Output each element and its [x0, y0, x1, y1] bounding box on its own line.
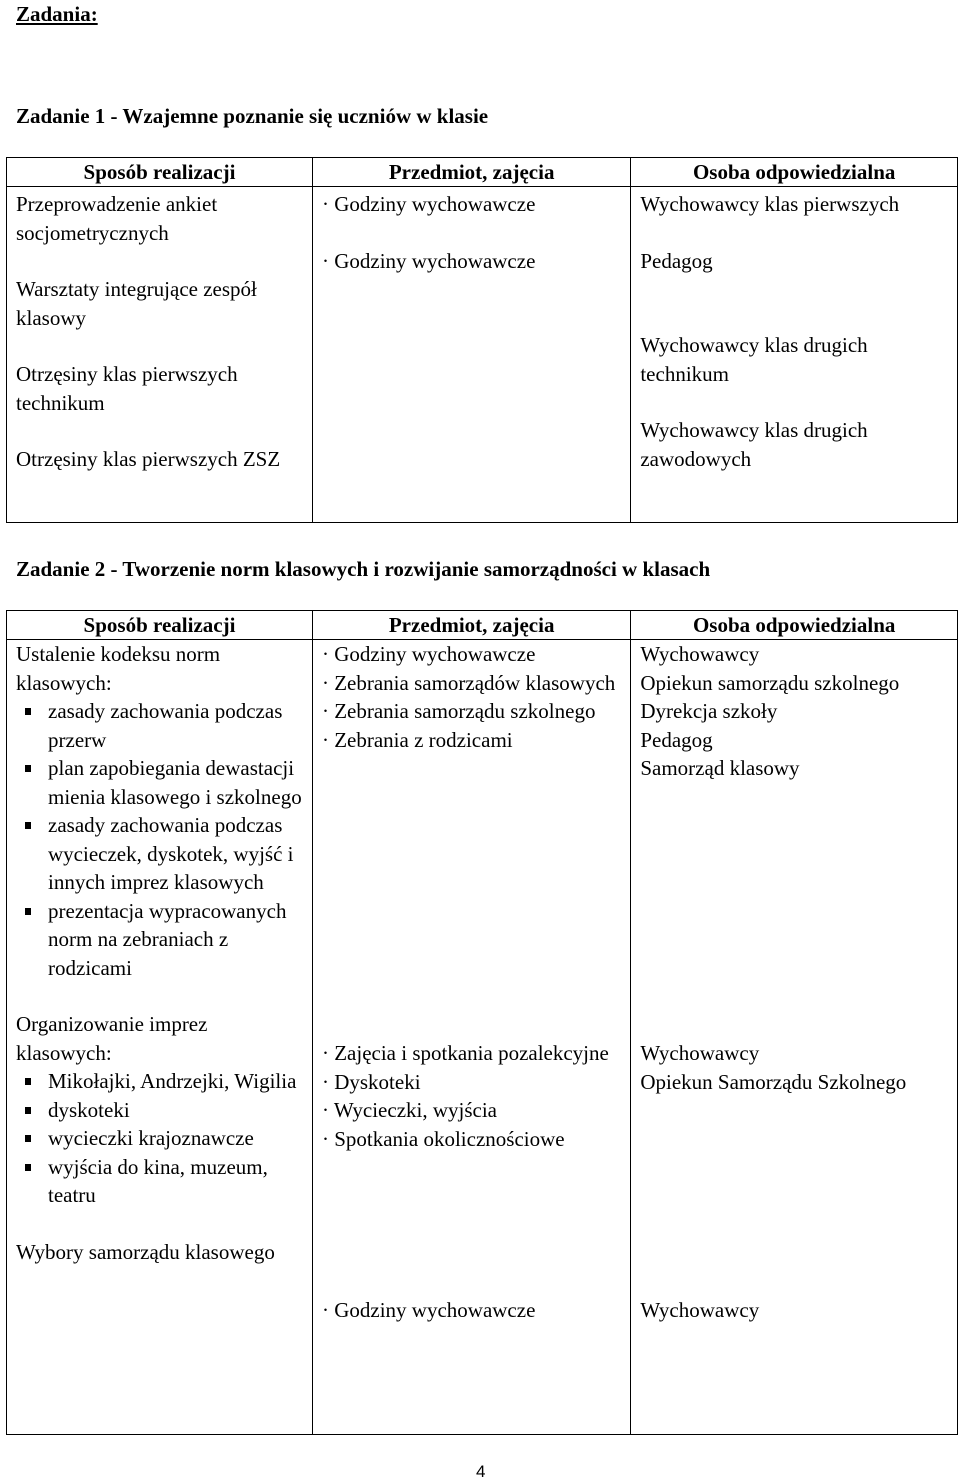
- subject-cell: [312, 640, 630, 1435]
- list-item: plan zapobiegania dewastacji mienia klasowego i szkolnego: [48, 754, 304, 811]
- column-header: Sposób realizacji: [7, 611, 313, 640]
- subject-text: · Zebrania samorządów klasowych: [322, 669, 622, 698]
- list-item: Mikołajki, Andrzejki, Wigilia: [48, 1067, 304, 1096]
- method-text: Otrzęsiny klas pierwszych technikum: [16, 362, 238, 415]
- method-text: Warsztaty integrujące zespół klasowy: [16, 277, 257, 330]
- person-text: Dyrekcja szkoły: [640, 699, 778, 723]
- person-text: Wychowawcy klas drugich zawodowych: [640, 418, 868, 471]
- subject-text: · Zebrania z rodzicami: [322, 726, 622, 755]
- person-text: Wychowawcy klas pierwszych: [640, 192, 900, 216]
- subject-text: · Spotkania okolicznościowe: [322, 1125, 622, 1154]
- list-item: dyskoteki: [48, 1096, 304, 1125]
- task-1-table: [6, 157, 958, 523]
- events-list: [48, 1067, 304, 1210]
- method-text: Ustalenie kodeksu norm klasowych:: [16, 642, 221, 695]
- norms-list: [48, 697, 304, 982]
- subject-text: · Zajęcia i spotkania pozalekcyjne: [322, 1039, 622, 1068]
- column-header: Sposób realizacji: [7, 158, 313, 187]
- method-text: Organizowanie imprez klasowych:: [16, 1012, 208, 1065]
- subject-text: · Godziny wychowawcze: [322, 247, 622, 276]
- person-text: Wychowawcy: [640, 1298, 760, 1322]
- page-number: 4: [476, 1462, 486, 1481]
- method-cell: [7, 640, 313, 1435]
- table-row: [7, 640, 958, 1435]
- table-header-row: [7, 158, 958, 187]
- person-cell: [631, 640, 958, 1435]
- task-2-title: Zadanie 2 - Tworzenie norm klasowych i rozwijanie samorządności w klasach: [16, 557, 711, 581]
- method-cell: [7, 187, 313, 523]
- column-header: Przedmiot, zajęcia: [312, 158, 630, 187]
- method-text: Wybory samorządu klasowego: [16, 1239, 275, 1264]
- person-text: Samorząd klasowy: [640, 756, 800, 780]
- person-text: Opiekun Samorządu Szkolnego: [640, 1069, 907, 1094]
- list-item: zasady zachowania podczas przerw: [48, 697, 304, 754]
- subject-text: · Godziny wychowawcze: [322, 190, 622, 219]
- subject-text: · Godziny wychowawcze: [322, 1296, 622, 1325]
- list-item: wyjścia do kina, muzeum, teatru: [48, 1153, 304, 1210]
- list-item: prezentacja wypracowanych norm na zebraniach z rodzicami: [48, 897, 304, 983]
- person-text: Wychowawcy: [640, 1041, 760, 1065]
- task-1-title: Zadanie 1 - Wzajemne poznanie się uczniów w klasie: [16, 104, 489, 128]
- table-row: [7, 187, 958, 523]
- task-2-table: [6, 610, 958, 1435]
- person-text: Wychowawcy: [640, 642, 760, 666]
- list-item: zasady zachowania podczas wycieczek, dyskotek, wyjść i innych imprez klasowych: [48, 811, 304, 897]
- person-text: Pedagog: [640, 727, 713, 752]
- subject-cell: [312, 187, 630, 523]
- person-text: Wychowawcy klas drugich technikum: [640, 333, 868, 386]
- method-text: Przeprowadzenie ankiet socjometrycznych: [16, 192, 218, 245]
- subject-text: · Godziny wychowawcze: [322, 640, 622, 669]
- column-header: Osoba odpowiedzialna: [631, 611, 958, 640]
- person-text: Opiekun samorządu szkolnego: [640, 670, 900, 695]
- table-header-row: [7, 611, 958, 640]
- column-header: Przedmiot, zajęcia: [312, 611, 630, 640]
- person-text: Pedagog: [640, 248, 713, 273]
- subject-text: · Dyskoteki: [322, 1068, 622, 1097]
- page-title: Zadania:: [16, 2, 98, 26]
- subject-text: · Wycieczki, wyjścia: [322, 1096, 622, 1125]
- subject-text: · Zebrania samorządu szkolnego: [322, 697, 622, 726]
- person-cell: [631, 187, 958, 523]
- method-text: Otrzęsiny klas pierwszych ZSZ: [16, 447, 281, 471]
- list-item: wycieczki krajoznawcze: [48, 1124, 304, 1153]
- column-header: Osoba odpowiedzialna: [631, 158, 958, 187]
